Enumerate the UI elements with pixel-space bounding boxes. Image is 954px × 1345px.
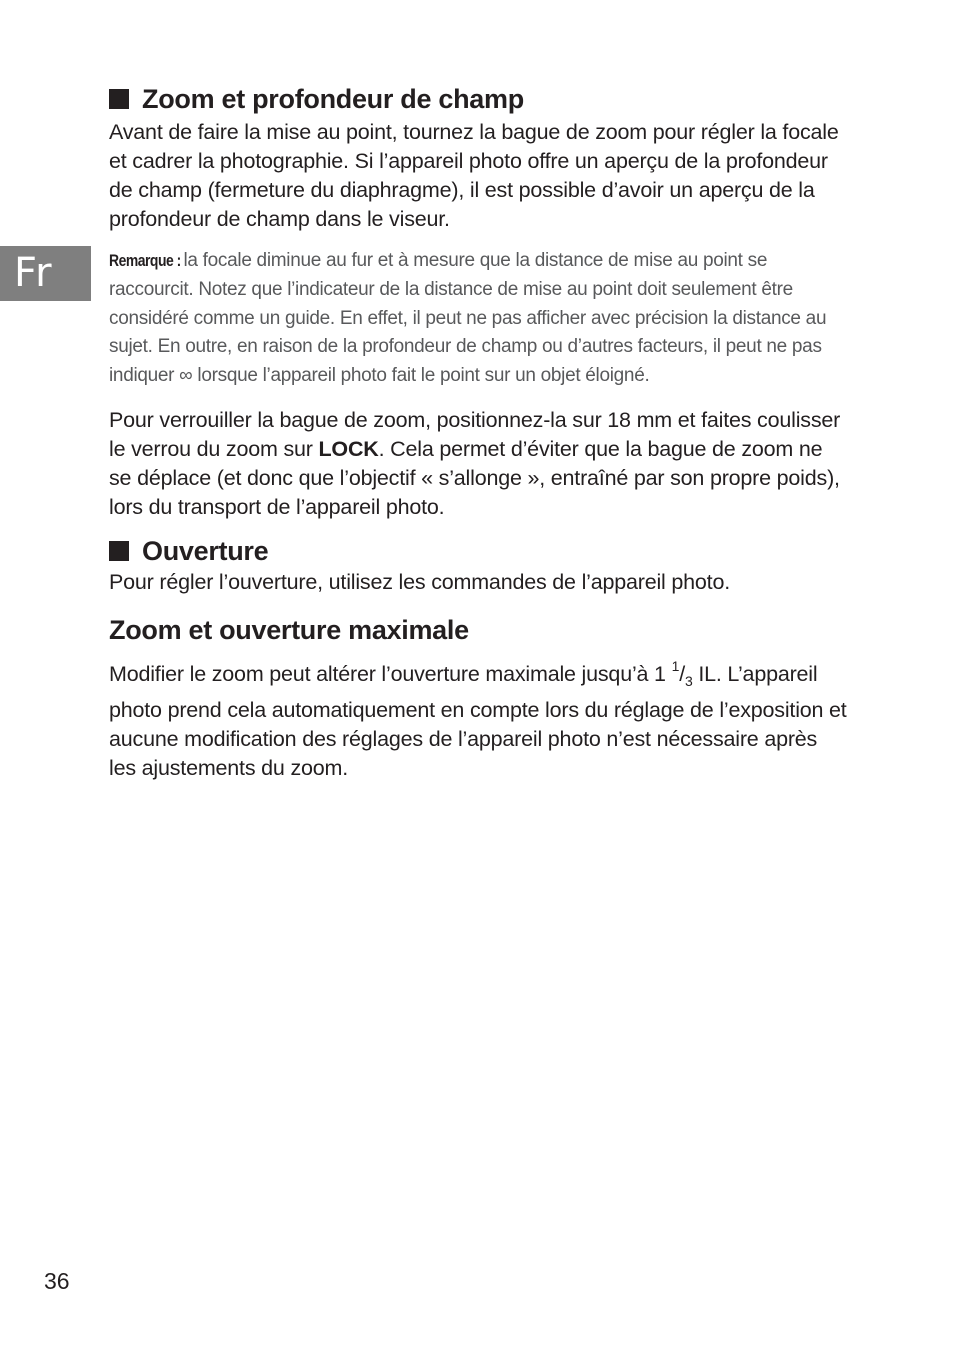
note-label: Remarque :: [109, 251, 181, 270]
square-bullet-icon: [109, 89, 129, 109]
note-text: la focale diminue au fur et à mesure que la distance de mise au point se raccourcit. Notez que l’indicateur de la distance de mise au point doit seulement être considéré comme un guide. En effet, il peut ne pas afficher avec précision la distance au sujet. En outre, en raison de la profondeur de champ ou d’autres facteurs, il peut ne pas indiquer ∞ lorsque l’appareil photo fait le point sur un objet éloigné.: [109, 250, 827, 387]
fraction-numerator: 1: [671, 657, 680, 674]
section-heading-aperture: [109, 534, 849, 568]
max-aperture-paragraph: [109, 652, 849, 783]
note-paragraph: [109, 247, 849, 391]
zoom-lock-text-before: Pour verrouiller la bague de zoom, positionnez-la sur 18 mm et faites coulisser le verrou du zoom sur: [109, 407, 841, 461]
square-bullet-icon: [109, 541, 129, 561]
lock-word: LOCK: [318, 436, 379, 461]
page-content: [109, 82, 849, 783]
fraction-denominator: 3: [684, 672, 693, 689]
aperture-paragraph: Pour régler l’ouverture, utilisez les commandes de l’appareil photo.: [109, 569, 730, 594]
section-heading-max-aperture: Zoom et ouverture maximale: [109, 614, 469, 645]
max-aperture-text-after: IL. L’appareil photo prend cela automatiquement en compte lors du réglage de l’exposition et aucune modification des réglages de l’appareil photo n’est nécessaire après les ajustements du zoom.: [109, 661, 847, 780]
page-number: 36: [44, 1268, 70, 1294]
section-heading-aperture-text: Ouverture: [142, 535, 269, 566]
section-heading-zoom-depth: [109, 82, 849, 116]
zoom-depth-paragraph: Avant de faire la mise au point, tournez la bague de zoom pour régler la focale et cadrer la photographie. Si l’appareil photo offre un aperçu de la profondeur de champ (fermeture du diaphragme), il est possible d’avoir un aperçu de la profondeur de champ dans le viseur.: [109, 120, 839, 231]
fraction-slash: /: [679, 661, 685, 686]
max-aperture-text-before: Modifier le zoom peut altérer l’ouverture maximale jusqu’à 1: [109, 661, 672, 686]
language-tab: Fr: [0, 246, 91, 301]
section-heading-zoom-depth-text: Zoom et profondeur de champ: [142, 84, 524, 114]
zoom-lock-text-after: . Cela permet d’éviter que la bague de zoom ne se déplace (et donc que l’objectif « s’allonge », entraîné par son propre poids), lors du transport de l’appareil photo.: [109, 436, 840, 519]
zoom-lock-paragraph: [109, 406, 849, 522]
